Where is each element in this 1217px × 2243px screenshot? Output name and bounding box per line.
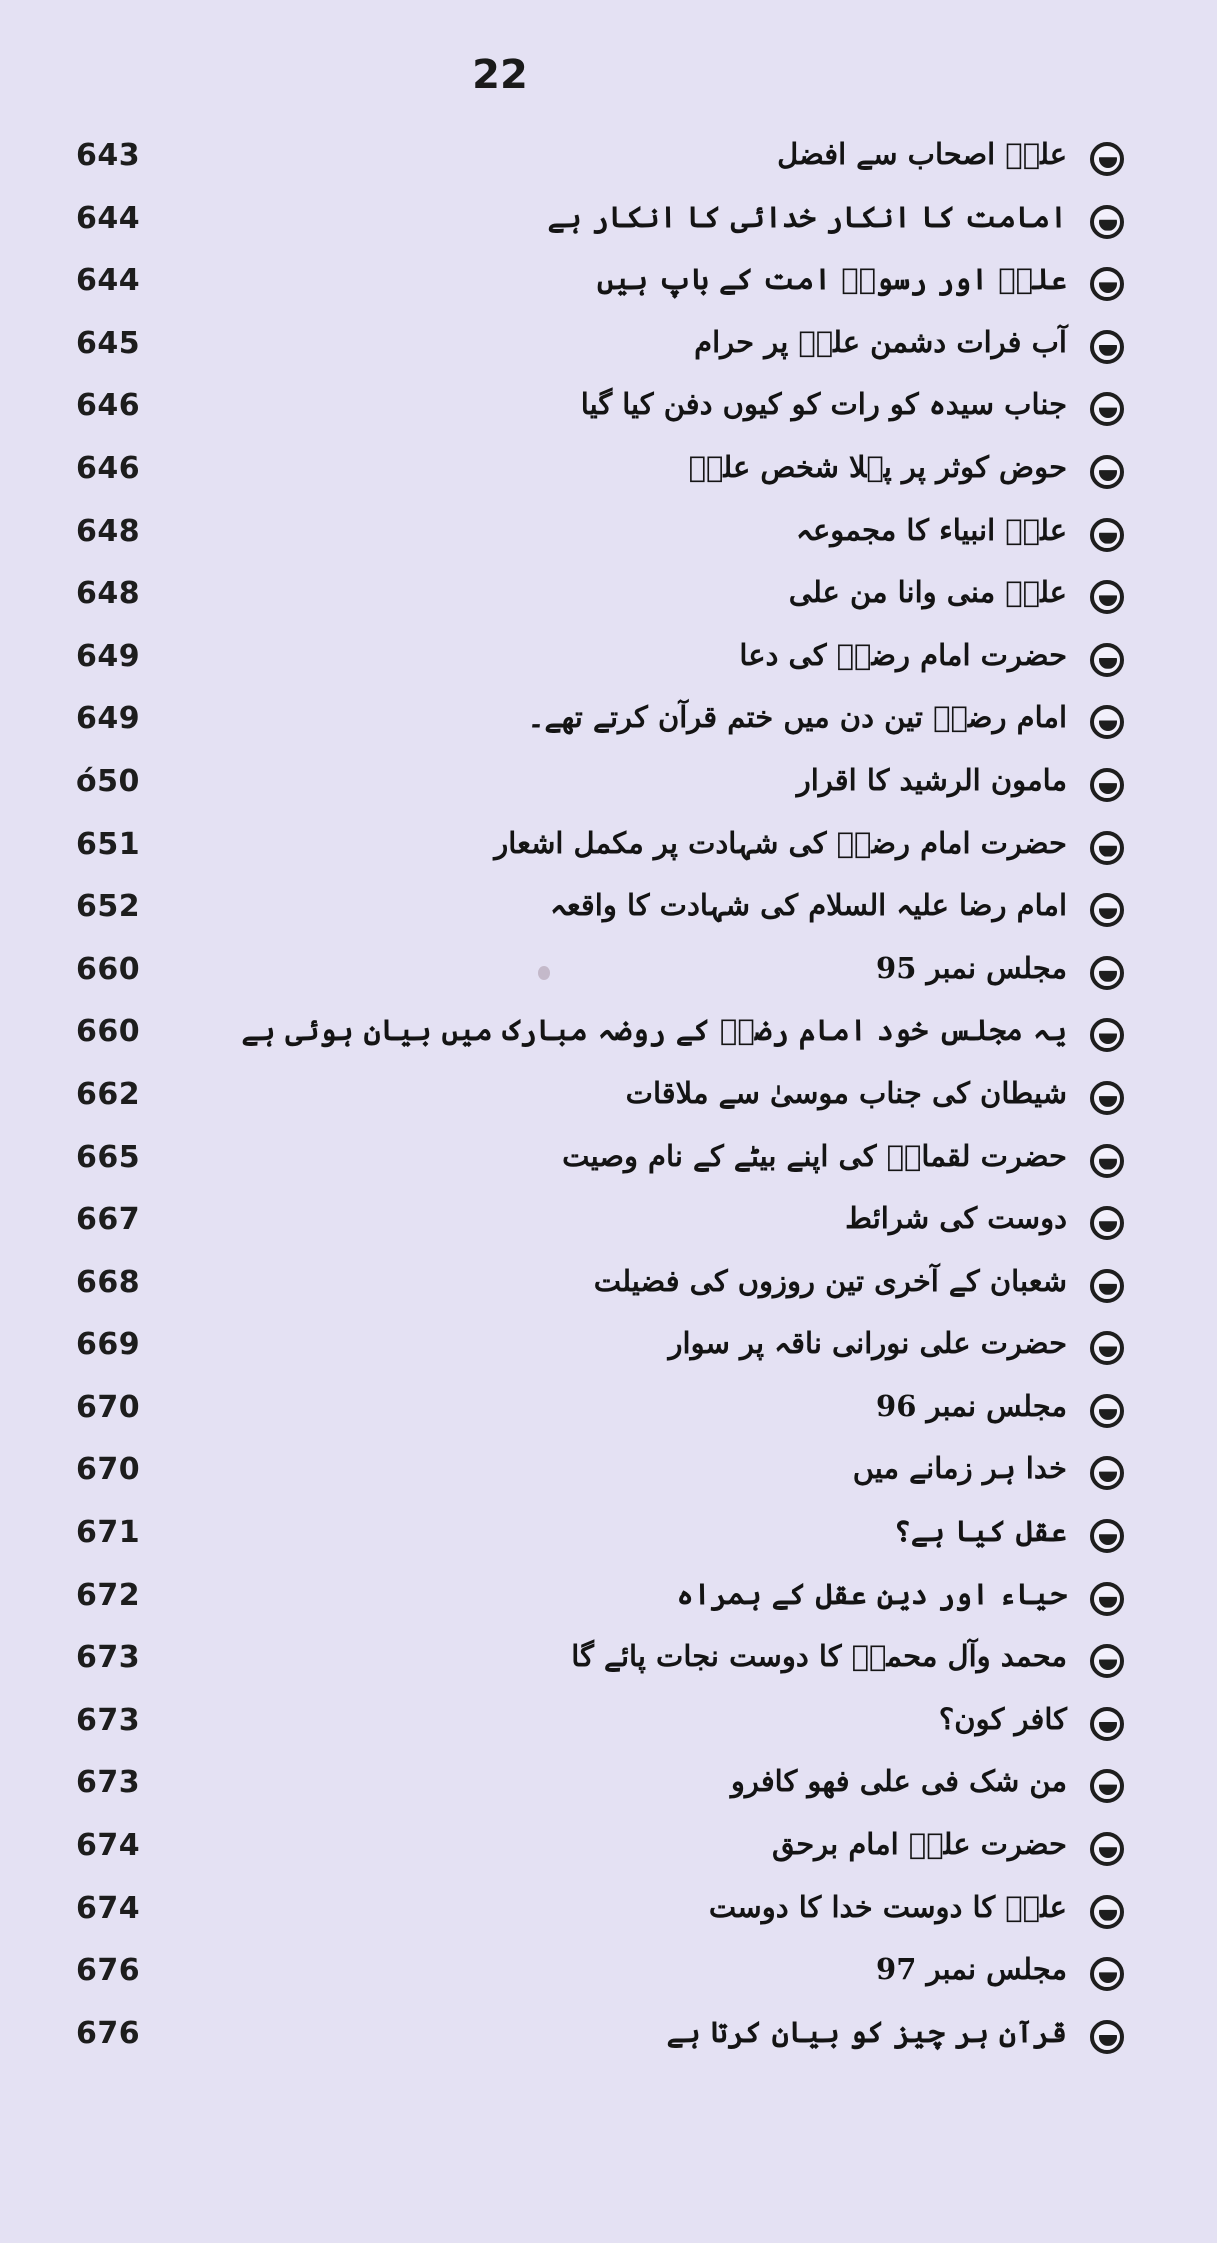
toc-entry	[0, 2008, 1217, 2071]
toc-entry	[0, 443, 1217, 506]
toc-entry	[0, 1695, 1217, 1758]
bullet-icon	[1090, 1582, 1124, 1616]
bullet-icon	[1090, 956, 1124, 990]
entry-title: جناب سیدہ کو رات کو کیوں دفن کیا گیا	[580, 387, 1067, 422]
bullet-icon	[1090, 142, 1124, 176]
entry-page-number: 662	[76, 1076, 141, 1112]
toc-entry	[0, 1570, 1217, 1633]
entry-title: محمد وآل محمدؐ کا دوست نجات پائے گا	[571, 1639, 1067, 1674]
toc-entry	[0, 255, 1217, 318]
entry-title: علیؑ منی وانا من علی	[788, 575, 1067, 610]
entry-page-number: 646	[76, 388, 141, 424]
toc-entry	[0, 756, 1217, 819]
entry-page-number: 673	[76, 1702, 141, 1738]
bullet-icon	[1090, 1394, 1124, 1428]
bullet-icon	[1090, 1269, 1124, 1303]
entry-title: حیاء اور دین عقل کے ہمراہ	[676, 1576, 1067, 1611]
bullet-icon	[1090, 705, 1124, 739]
paper-stain	[538, 966, 550, 980]
toc-entry	[0, 380, 1217, 443]
entry-title: مجلس نمبر 95	[876, 950, 1067, 985]
entry-page-number: 643	[76, 138, 141, 173]
table-of-contents	[0, 130, 1217, 2070]
entry-title: امامت کا انکار خدائی کا انکار ہے	[547, 199, 1067, 234]
bullet-icon	[1090, 643, 1124, 677]
entry-title: حضرت امام رضاؑ کی شہادت پر مکمل اشعار	[494, 825, 1067, 860]
bullet-icon	[1090, 1644, 1124, 1678]
toc-entry	[0, 506, 1217, 569]
entry-page-number: 665	[76, 1139, 141, 1175]
entry-page-number: 671	[76, 1515, 141, 1551]
entry-title: علیؑ اور رسولؐ امت کے باپ ہیں	[596, 262, 1067, 297]
entry-title: حضرت علیؑ امام برحق	[772, 1827, 1067, 1862]
toc-entry	[0, 1006, 1217, 1069]
toc-entry	[0, 193, 1217, 256]
entry-page-number: 668	[76, 1264, 141, 1300]
toc-entry	[0, 1382, 1217, 1445]
entry-title: شیطان کی جناب موسیٰ سے ملاقات	[625, 1075, 1067, 1110]
toc-entry	[0, 318, 1217, 381]
entry-page-number: 651	[76, 826, 141, 862]
entry-title: امام رضاؑ تین دن میں ختم قرآن کرتے تھے۔	[527, 700, 1067, 735]
entry-title: آب فرات دشمن علیؑ پر حرام	[694, 324, 1067, 359]
page-number: 22	[472, 52, 528, 98]
toc-entry	[0, 1883, 1217, 1946]
bullet-icon	[1090, 1018, 1124, 1052]
toc-entry	[0, 1319, 1217, 1382]
entry-page-number: 660	[76, 1014, 141, 1050]
bullet-icon	[1090, 267, 1124, 301]
toc-entry	[0, 1069, 1217, 1132]
entry-title: من شک فی علی فھو کافرو	[730, 1764, 1067, 1799]
entry-page-number: 660	[76, 951, 141, 987]
toc-entry	[0, 819, 1217, 882]
entry-title: مجلس نمبر 96	[876, 1388, 1067, 1423]
entry-title: حضرت علی نورانی ناقہ پر سوار	[668, 1326, 1067, 1361]
entry-title: عقل کیا ہے؟	[893, 1514, 1067, 1549]
entry-title: شعبان کے آخری تین روزوں کی فضیلت	[593, 1263, 1067, 1298]
bullet-icon	[1090, 893, 1124, 927]
entry-title: علیؑ انبیاء کا مجموعہ	[795, 512, 1067, 547]
bullet-icon	[1090, 1832, 1124, 1866]
toc-entry	[0, 130, 1217, 193]
entry-page-number: 649	[76, 638, 141, 674]
toc-entry	[0, 1257, 1217, 1320]
entry-page-number: 648	[76, 576, 141, 612]
bullet-icon	[1090, 330, 1124, 364]
toc-entry	[0, 1945, 1217, 2008]
entry-page-number: 648	[76, 513, 141, 549]
bullet-icon	[1090, 1081, 1124, 1115]
toc-entry	[0, 1507, 1217, 1570]
entry-page-number: 673	[76, 1765, 141, 1801]
bullet-icon	[1090, 1957, 1124, 1991]
toc-entry	[0, 1632, 1217, 1695]
toc-entry	[0, 1444, 1217, 1507]
bullet-icon	[1090, 455, 1124, 489]
toc-entry	[0, 1194, 1217, 1257]
bullet-icon	[1090, 1519, 1124, 1553]
entry-page-number: 644	[76, 200, 141, 236]
bullet-icon	[1090, 392, 1124, 426]
entry-title: مامون الرشید کا اقرار	[796, 762, 1067, 797]
entry-title: قرآن ہر چیز کو بیان کرتا ہے	[666, 2014, 1067, 2049]
entry-title: یہ مجلس خود امام رضاؑ کے روضہ مبارک میں بیان ہوئی ہے	[241, 1013, 1067, 1048]
entry-page-number: 645	[76, 325, 141, 361]
bullet-icon	[1090, 1331, 1124, 1365]
entry-page-number: 670	[76, 1389, 141, 1425]
bullet-icon	[1090, 1895, 1124, 1929]
bullet-icon	[1090, 205, 1124, 239]
entry-title: علیؑ کا دوست خدا کا دوست	[708, 1889, 1067, 1924]
toc-entry	[0, 944, 1217, 1007]
bullet-icon	[1090, 518, 1124, 552]
bullet-icon	[1090, 1206, 1124, 1240]
bullet-icon	[1090, 1456, 1124, 1490]
entry-title: مجلس نمبر 97	[876, 1952, 1067, 1987]
toc-entry	[0, 881, 1217, 944]
toc-entry	[0, 1820, 1217, 1883]
bullet-icon	[1090, 768, 1124, 802]
entry-title: خدا ہر زمانے میں	[852, 1451, 1067, 1486]
entry-page-number: 676	[76, 1953, 141, 1989]
bullet-icon	[1090, 1707, 1124, 1741]
entry-page-number: 646	[76, 450, 141, 486]
entry-title: حضرت لقمانؑ کی اپنے بیٹے کے نام وصیت	[562, 1138, 1067, 1173]
bullet-icon	[1090, 831, 1124, 865]
bullet-icon	[1090, 1769, 1124, 1803]
entry-title: علیؑ اصحاب سے افضل	[777, 137, 1067, 171]
entry-title: امام رضا علیہ السلام کی شہادت کا واقعہ	[549, 888, 1067, 923]
bullet-icon	[1090, 2020, 1124, 2054]
bullet-icon	[1090, 1144, 1124, 1178]
toc-entry	[0, 1132, 1217, 1195]
toc-entry	[0, 1757, 1217, 1820]
entry-title: کافر کون؟	[938, 1701, 1067, 1736]
entry-page-number: 644	[76, 263, 141, 299]
entry-page-number: 670	[76, 1452, 141, 1488]
entry-page-number: 676	[76, 2015, 141, 2051]
entry-title: حضرت امام رضاؑ کی دعا	[739, 637, 1067, 672]
toc-entry	[0, 631, 1217, 694]
entry-page-number: 674	[76, 1828, 141, 1864]
bullet-icon	[1090, 580, 1124, 614]
entry-page-number: 673	[76, 1640, 141, 1676]
toc-entry	[0, 568, 1217, 631]
toc-entry	[0, 693, 1217, 756]
entry-page-number: 674	[76, 1890, 141, 1926]
entry-page-number: 649	[76, 701, 141, 737]
entry-page-number: 667	[76, 1202, 141, 1238]
entry-page-number: ó50	[76, 763, 140, 799]
entry-page-number: 669	[76, 1327, 141, 1363]
entry-title: دوست کی شرائط	[845, 1201, 1067, 1236]
entry-title: حوض کوثر پر پہلا شخص علیؑ	[688, 449, 1067, 484]
entry-page-number: 672	[76, 1577, 141, 1613]
entry-page-number: 652	[76, 889, 141, 925]
